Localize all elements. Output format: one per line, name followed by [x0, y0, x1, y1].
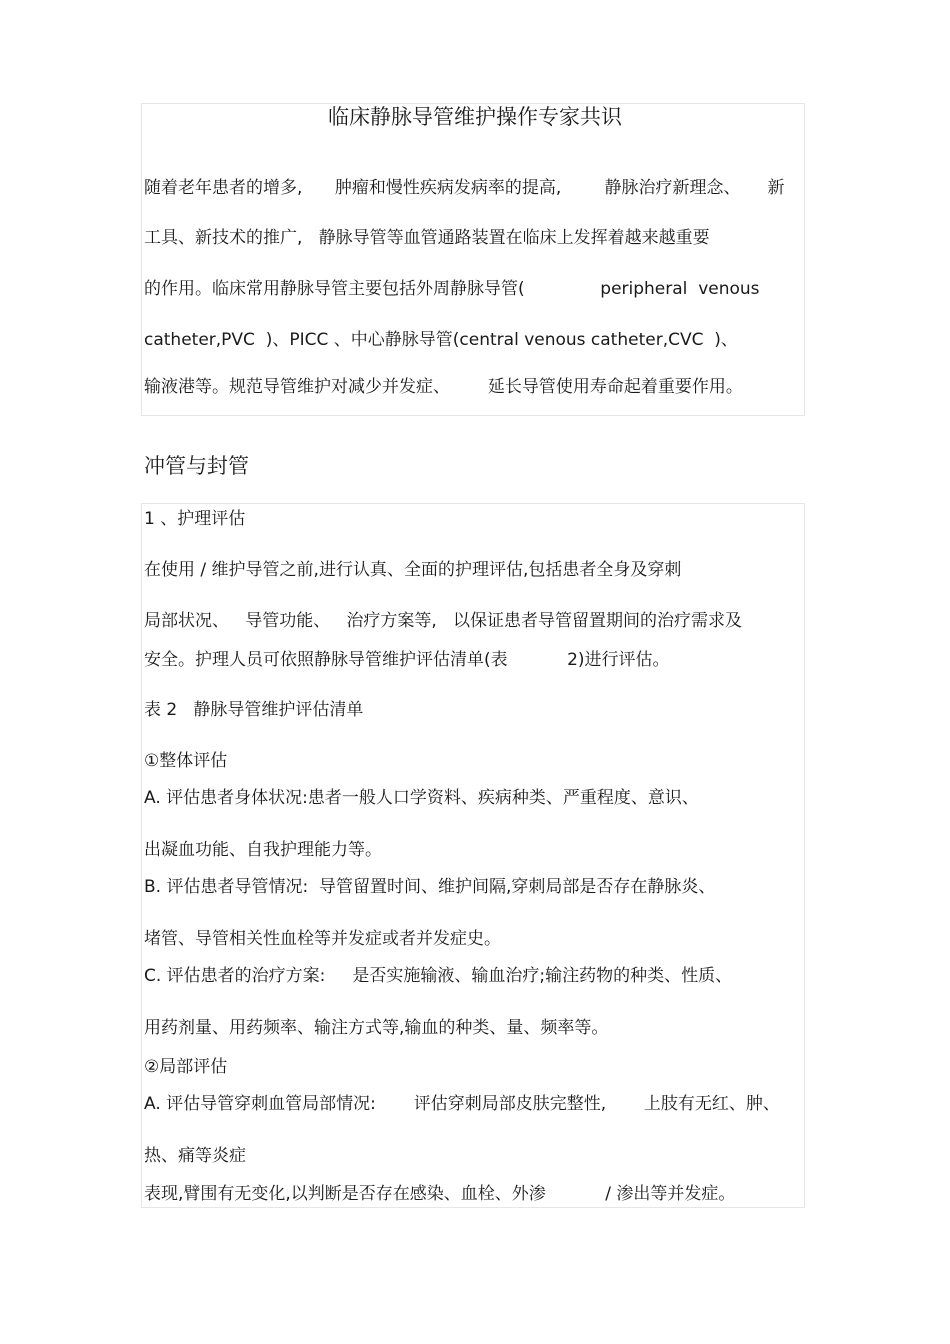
section-line: 安全。护理人员可依照静脉导管维护评估清单(表 2)进行评估。: [144, 650, 670, 670]
section-line: 堵管、导管相关性血栓等并发症或者并发症史。: [144, 929, 501, 949]
intro-line: 工具、新技术的推广, 静脉导管等血管通路装置在临床上发挥着越来越重要: [144, 228, 710, 248]
intro-line: 输液港等。规范导管维护对减少并发症、 延长导管使用寿命起着重要作用。: [144, 377, 743, 397]
section-line: 局部状况、 导管功能、 治疗方案等, 以保证患者导管留置期间的治疗需求及: [144, 611, 743, 631]
intro-line: 的作用。临床常用静脉导管主要包括外周静脉导管( peripheral venous: [144, 279, 760, 299]
section-line: ①整体评估: [144, 751, 228, 771]
section-line: C. 评估患者的治疗方案: 是否实施输液、输血治疗;输注药物的种类、性质、: [144, 966, 733, 986]
section-heading: 冲管与封管: [144, 454, 249, 478]
section-line: B. 评估患者导管情况: 导管留置时间、维护间隔,穿刺局部是否存在静脉炎、: [144, 877, 716, 897]
intro-line: 随着老年患者的增多, 肿瘤和慢性疾病发病率的提高, 静脉治疗新理念、 新: [144, 178, 785, 198]
section-line: A. 评估患者身体状况:患者一般人口学资料、疾病种类、严重程度、意识、: [144, 788, 699, 808]
intro-box: [141, 103, 805, 416]
section-line: 用药剂量、用药频率、输注方式等,输血的种类、量、频率等。: [144, 1018, 609, 1038]
section-line: 在使用 / 维护导管之前,进行认真、全面的护理评估,包括患者全身及穿刺: [144, 560, 682, 580]
section-line: A. 评估导管穿刺血管局部情况: 评估穿刺局部皮肤完整性, 上肢有无红、肿、: [144, 1094, 780, 1114]
section-line: 出凝血功能、自我护理能力等。: [144, 840, 382, 860]
section-line: ②局部评估: [144, 1057, 228, 1077]
section-line: 1 、护理评估: [144, 509, 246, 529]
section-line: 表现,臂围有无变化,以判断是否存在感染、血栓、外渗 / 渗出等并发症。: [144, 1184, 736, 1204]
intro-line: catheter,PVC )、PICC 、中心静脉导管(central venous catheter,CVC )、: [144, 330, 738, 350]
table-caption: 表 2 静脉导管维护评估清单: [144, 700, 364, 720]
document-title: 临床静脉导管维护操作专家共识: [328, 105, 622, 129]
section-line: 热、痛等炎症: [144, 1146, 246, 1166]
